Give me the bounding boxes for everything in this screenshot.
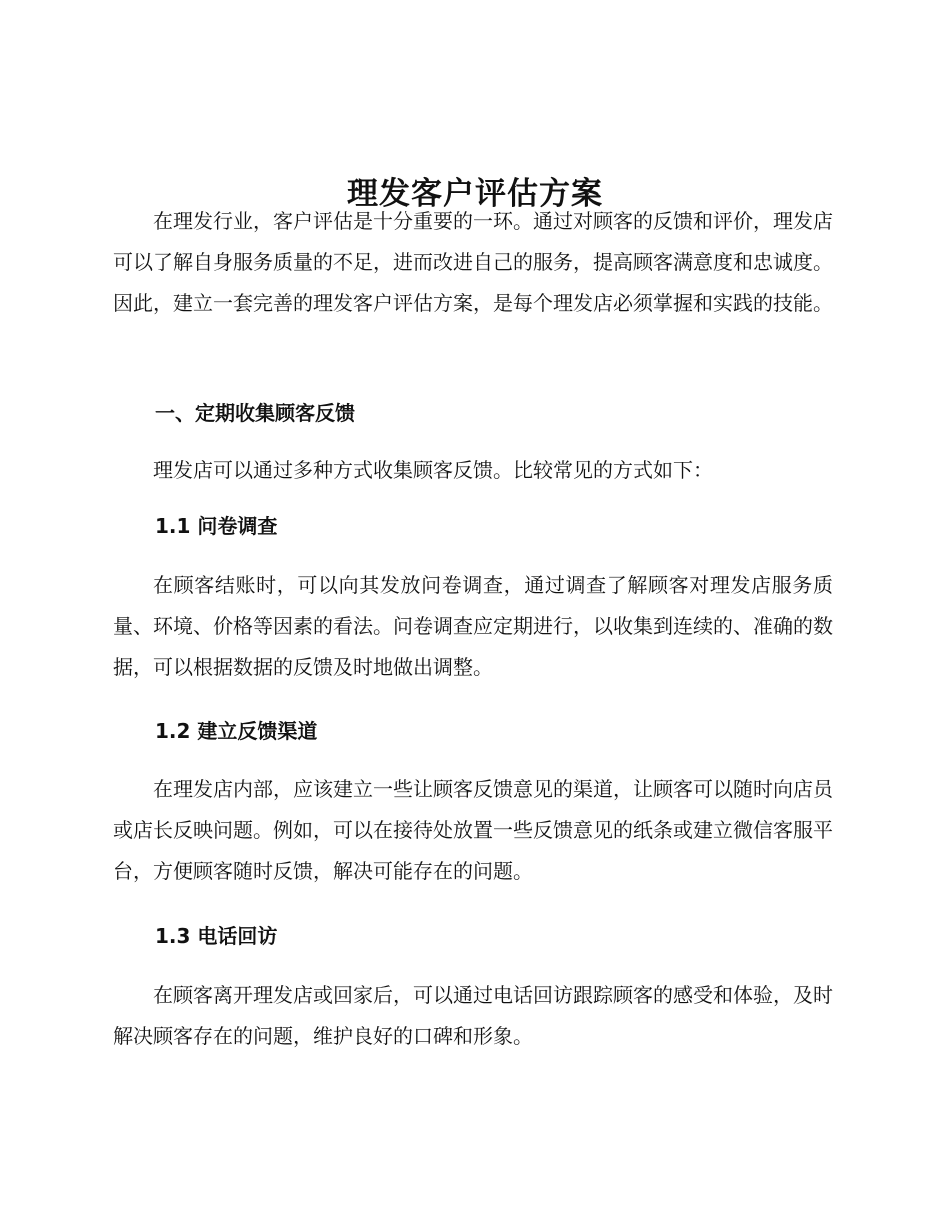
subsection-heading-feedback-channel: 1.2 建立反馈渠道 <box>155 719 318 743</box>
section-heading-collect-feedback: 一、定期收集顾客反馈 <box>155 401 355 425</box>
intro-paragraph: 在理发行业，客户评估是十分重要的一环。通过对顾客的反馈和评价，理发店可以了解自身服务质量的不足，进而改进自己的服务，提高顾客满意度和忠诚度。因此，建立一套完善的理发客户评估方案，是每个理发店必须掌握和实践的技能。 <box>113 209 833 315</box>
subsection-paragraph-phone-followup: 在顾客离开理发店或回家后，可以通过电话回访跟踪顾客的感受和体验，及时解决顾客存在的问题，维护良好的口碑和形象。 <box>113 983 833 1048</box>
subsection-heading-phone-followup: 1.3 电话回访 <box>155 924 278 948</box>
subsection-paragraph-questionnaire: 在顾客结账时，可以向其发放问卷调查，通过调查了解顾客对理发店服务质量、环境、价格等因素的看法。问卷调查应定期进行，以收集到连续的、准确的数据，可以根据数据的反馈及时地做出调整。 <box>113 573 833 679</box>
subsection-heading-questionnaire: 1.1 问卷调查 <box>155 514 278 538</box>
subsection-paragraph-feedback-channel: 在理发店内部，应该建立一些让顾客反馈意见的渠道，让顾客可以随时向店员或店长反映问题。例如，可以在接待处放置一些反馈意见的纸条或建立微信客服平台，方便顾客随时反馈，解决可能存在的问题。 <box>113 777 833 883</box>
page-title: 理发客户评估方案 <box>347 175 603 212</box>
section-intro-paragraph: 理发店可以通过多种方式收集顾客反馈。比较常见的方式如下： <box>153 458 713 482</box>
